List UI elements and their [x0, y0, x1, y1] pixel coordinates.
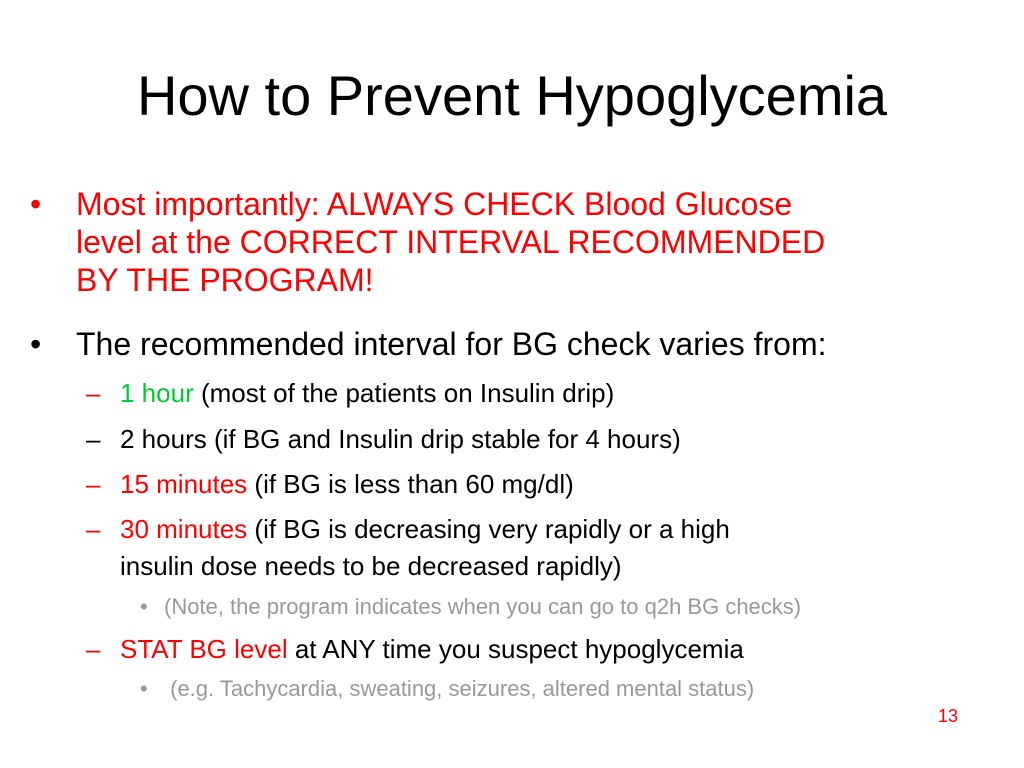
- highlight-text: 1 hour: [120, 378, 194, 408]
- sub-bullet-text: [120, 631, 1000, 668]
- bullet-line: level at the CORRECT INTERVAL RECOMMENDED: [76, 224, 826, 260]
- bullet-line: BY THE PROGRAM!: [76, 262, 374, 298]
- page-number: 13: [938, 706, 959, 726]
- sub-bullet-text: 2 hours (if BG and Insulin drip stable for 4 hours): [120, 424, 681, 454]
- bullet-line: Most importantly: ALWAYS CHECK Blood Glucose: [76, 186, 793, 222]
- bullet-marker: •: [30, 186, 42, 222]
- slide-title: How to Prevent Hypoglycemia: [136, 64, 888, 127]
- note-text: (Note, the program indicates when you can go to q2h BG checks): [164, 594, 802, 619]
- sub-bullet-line: insulin dose needs to be decreased rapidly): [120, 551, 622, 581]
- sub-bullet-marker: –: [86, 634, 101, 664]
- sub-bullet-marker: –: [86, 469, 101, 499]
- sub-bullet-text: [120, 511, 1000, 585]
- highlight-text: 15 minutes: [120, 469, 248, 499]
- highlight-text: STAT BG level: [120, 634, 288, 664]
- sub-bullet-marker: –: [86, 424, 101, 454]
- sub-bullet-text: [120, 375, 1000, 412]
- bullet-text: The recommended interval for BG check varies from:: [76, 326, 827, 362]
- sub-bullet-line: [120, 511, 1000, 548]
- bullet-text: [76, 185, 1016, 299]
- sub-bullet-marker: –: [86, 514, 101, 544]
- note-text: (e.g. Tachycardia, sweating, seizures, altered mental status): [164, 676, 755, 701]
- bullet-marker: •: [30, 326, 42, 362]
- note-marker: •: [140, 594, 148, 619]
- sub-bullet-text: [120, 466, 1000, 503]
- sub-bullet-rest: at ANY time you suspect hypoglycemia: [287, 634, 744, 664]
- sub-bullet-rest: (if BG is decreasing very rapidly or a high: [247, 514, 730, 544]
- note-marker: •: [140, 676, 148, 701]
- sub-bullet-marker: –: [86, 378, 101, 408]
- sub-bullet-rest: (most of the patients on Insulin drip): [193, 378, 615, 408]
- highlight-text: 30 minutes: [120, 514, 248, 544]
- sub-bullet-rest: (if BG is less than 60 mg/dl): [247, 469, 574, 499]
